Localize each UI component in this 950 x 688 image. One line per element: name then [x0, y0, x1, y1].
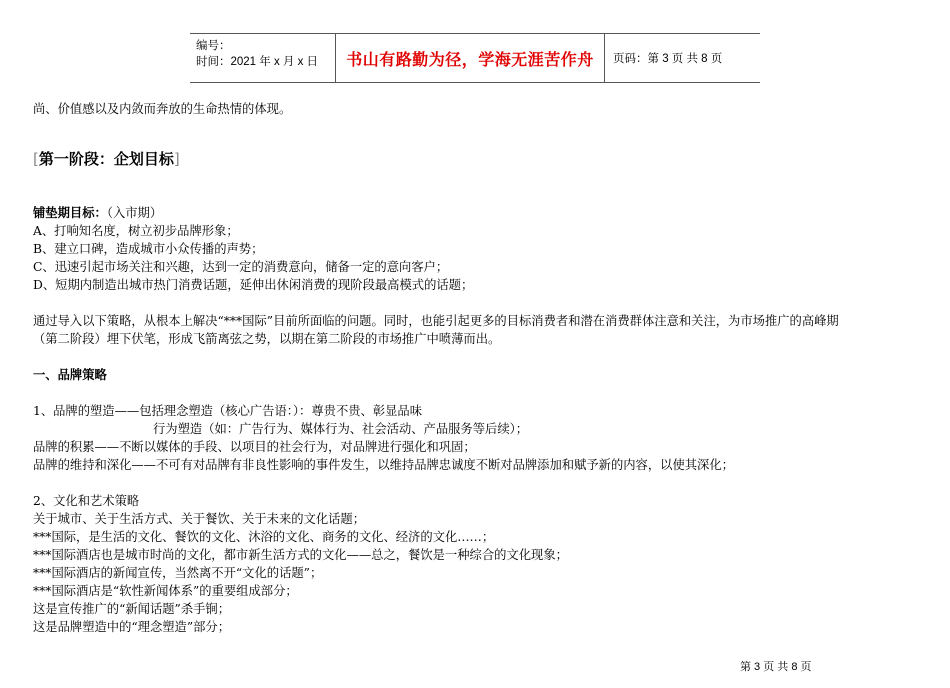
goals-heading-text: 铺垫期目标：: [33, 206, 107, 220]
header-meta-cell: [190, 34, 336, 82]
goal-item: D、短期内制造出城市热门消费话题，延伸出休闲消费的现阶段最高模式的话题；: [33, 278, 474, 292]
brand-heading: 一、品牌策略: [33, 368, 107, 382]
header-motto-cell: [336, 34, 605, 82]
intro-line: 尚、价值感以及内敛而奔放的生命热情的体现。: [33, 102, 292, 116]
header-table: [190, 33, 760, 83]
culture-line: ***国际，是生活的文化、餐饮的文化、沐浴的文化、商务的文化、经济的文化……；: [33, 530, 495, 544]
section-bracket-close: ]: [173, 150, 180, 168]
goal-item: A、打响知名度，树立初步品牌形象；: [33, 224, 239, 238]
brand-line: 品牌的积累——不断以媒体的手段、以项目的社会行为，对品牌进行强化和巩固；: [33, 440, 476, 454]
brand-line: 行为塑造（如：广告行为、媒体行为、社会活动、产品服务等后续）；: [153, 422, 529, 436]
culture-line: ***国际酒店也是城市时尚的文化，都市新生活方式的文化——总之，餐饮是一种综合的文化现象；: [33, 548, 568, 562]
goals-heading-note: （入市期）: [106, 206, 163, 220]
section-heading: [33, 148, 180, 169]
paragraph-line: 通过导入以下策略，从根本上解决“***国际”目前所面临的问题。同时，也能引起更多的目标消费者和潜在消费群体注意和关注，为市场推广的高峰期: [33, 314, 839, 328]
section-bracket-open: [: [33, 150, 39, 168]
culture-line: ***国际酒店是“软性新闻体系”的重要组成部分；: [33, 584, 298, 598]
brand-line: 1、品牌的塑造——包括理念塑造（核心广告语：）：尊贵不贵、彰显品味: [33, 404, 423, 418]
brand-line: 品牌的维持和深化——不可有对品牌有非良性影响的事件发生，以维持品牌忠诚度不断对品牌添加和赋予新的内容，以使其深化；: [33, 458, 734, 472]
culture-line: 2、文化和艺术策略: [33, 494, 140, 508]
time-label: 时间：2021 年 x 月 x 日: [196, 56, 319, 68]
number-label: 编号：: [196, 40, 231, 52]
section-title: 第一阶段：企划目标: [38, 150, 174, 168]
goal-item: B、建立口碑，造成城市小众传播的声势；: [33, 242, 264, 256]
culture-line: ***国际酒店的新闻宣传，当然离不开“文化的话题”；: [33, 566, 323, 580]
header-page-cell: [605, 34, 760, 82]
culture-line: 这是宣传推广的“新闻话题”杀手锏；: [33, 602, 231, 616]
goals-heading: [33, 204, 162, 222]
paragraph-line: （第二阶段）埋下伏笔，形成飞箭离弦之势，以期在第二阶段的市场推广中喷薄而出。: [33, 332, 501, 346]
page-info: 页码：第 3 页 共 8 页: [613, 53, 723, 65]
goal-item: C、迅速引起市场关注和兴趣，达到一定的消费意向，储备一定的意向客户；: [33, 260, 449, 274]
motto-text: 书山有路勤为径，学海无涯苦作舟: [346, 49, 594, 69]
culture-line: 这是品牌塑造中的“理念塑造”部分；: [33, 620, 231, 634]
culture-line: 关于城市、关于生活方式、关于餐饮、关于未来的文化话题；: [33, 512, 366, 526]
page-footer: 第 3 页 共 8 页: [740, 661, 812, 673]
